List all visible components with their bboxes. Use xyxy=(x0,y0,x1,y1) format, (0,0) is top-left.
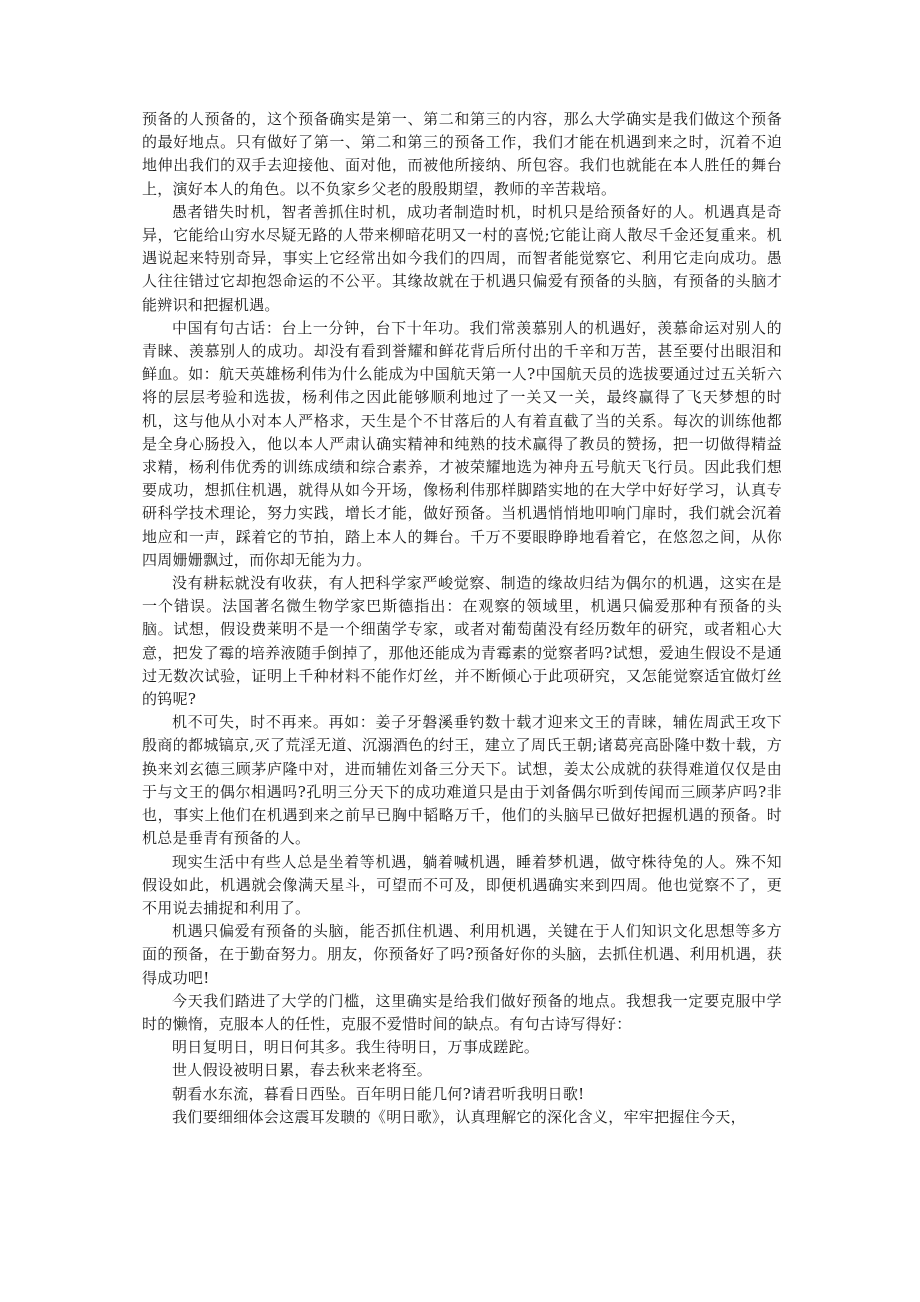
paragraph-3: 中国有句古话：台上一分钟，台下十年功。我们常羡慕别人的机遇好，羡慕命运对别人的青睐、羡慕别人的成功。却没有看到誉耀和鲜花背后所付出的千辛和万苦，甚至要付出眼泪和鲜血。如：航天英雄杨利伟为什么能成为中国航天第一人?中国航天员的选拔要通过过五关斩六将的层层考验和选拔，杨利伟之因此能够顺利地过了一关又一关，最终赢得了飞天梦想的时机，这与他从小对本人严格求，天生是个不甘落后的人有着直截了当的关系。每次的训练他都是全身心肠投入，他以本人严肃认确实精神和纯熟的技术赢得了教员的赞扬，把一切做得精益求精，杨利伟优秀的训练成绩和综合素养，才被荣耀地选为神舟五号航天飞行员。因此我们想要成功，想抓住机遇，就得从如今开场，像杨利伟那样脚踏实地的在大学中好好学习，认真专研科学技术理论，努力实践，增长才能，做好预备。当机遇悄悄地叩响门扉时，我们就会沉着地应和一声，踩着它的节拍，踏上本人的舞台。千万不要眼睁睁地看着它，在悠忽之间，从你四周姗姗飘过，而你却无能为力。 xyxy=(142,318,782,569)
poem-line-2: 世人假设被明日累，春去秋来老将至。 xyxy=(172,1061,433,1080)
poem-line-3: 朝看水东流，暮看日西坠。百年明日能几何?请君听我明日歌! xyxy=(172,1084,585,1103)
paragraph-5: 机不可失，时不再来。再如：姜子牙磐溪垂钓数十载才迎来文王的青睐，辅佐周武王攻下殷商的都城镐京,灭了荒淫无道、沉溺酒色的纣王，建立了周氏王朝;诸葛亮高卧隆中数十载，方换来刘玄德三顾茅庐隆中对，进而辅佐刘备三分天下。试想，姜太公成就的获得难道仅仅是由于与文王的偶尔相遇吗?孔明三分天下的成功难道只是由于刘备偶尔听到传闻而三顾茅庐吗?非也，事实上他们在机遇到来之前早已胸中韬略万千，他们的头脑早已做好把握机遇的预备。时机总是垂青有预备的人。 xyxy=(142,713,782,848)
paragraph-7: 机遇只偏爱有预备的头脑，能否抓住机遇、利用机遇，关键在于人们知识文化思想等多方面的预备，在于勤奋努力。朋友，你预备好了吗?预备好你的头脑，去抓住机遇、利用机遇，获得成功吧! xyxy=(142,922,782,987)
document-page xyxy=(142,108,782,1129)
paragraph-4: 没有耕耘就没有收获，有人把科学家严峻觉察、制造的缘故归结为偶尔的机遇，这实在是一个错误。法国著名微生物学家巴斯德指出：在观察的领域里，机遇只偏爱那种有预备的头脑。试想，假设费莱明不是一个细菌学专家，或者对葡萄菌没有经历数年的研究，或者粗心大意，把发了霉的培养液随手倒掉了，那他还能成为青霉素的觉察者吗?试想，爱迪生假设不是通过无数次试验，证明上千种材料不能作灯丝，并不断倾心于此项研究，又怎能觉察适宜做灯丝的钨呢? xyxy=(142,574,782,709)
paragraph-1: 预备的人预备的，这个预备确实是第一、第二和第三的内容，那么大学确实是我们做这个预备的最好地点。只有做好了第一、第二和第三的预备工作，我们才能在机遇到来之时，沉着不迫地伸出我们的双手去迎接他、面对他，而被他所接纳、所包容。我们也就能在本人胜任的舞台上，演好本人的角色。以不负家乡父老的殷殷期望，教师的辛苦栽培。 xyxy=(142,110,782,198)
closing-paragraph: 我们要细细体会这震耳发聩的《明日歌》，认真理解它的深化含义，牢牢把握住今天， xyxy=(172,1107,746,1126)
poem-line-1: 明日复明日，明日何其多。我生待明日，万事成蹉跎。 xyxy=(172,1038,540,1057)
paragraph-6: 现实生活中有些人总是坐着等机遇，躺着喊机遇，睡着梦机遇，做守株待兔的人。殊不知假设如此，机遇就会像满天星斗，可望而不可及，即便机遇确实来到四周。他也觉察不了，更不用说去捕捉和利用了。 xyxy=(142,852,782,917)
paragraph-2: 愚者错失时机，智者善抓住时机，成功者制造时机，时机只是给预备好的人。机遇真是奇异，它能给山穷水尽疑无路的人带来柳暗花明又一村的喜悦;它能让商人散尽千金还复重来。机遇说起来特别奇异，事实上它经常出如今我们的四周，而智者能觉察它、利用它走向成功。愚人往往错过它却抱怨命运的不公平。其缘故就在于机遇只偏爱有预备的头脑，有预备的头脑才能辨识和把握机遇。 xyxy=(142,202,782,314)
paragraph-8: 今天我们踏进了大学的门槛，这里确实是给我们做好预备的地点。我想我一定要克服中学时的懒惰，克服本人的任性，克服不爱惜时间的缺点。有句古诗写得好： xyxy=(142,991,782,1033)
